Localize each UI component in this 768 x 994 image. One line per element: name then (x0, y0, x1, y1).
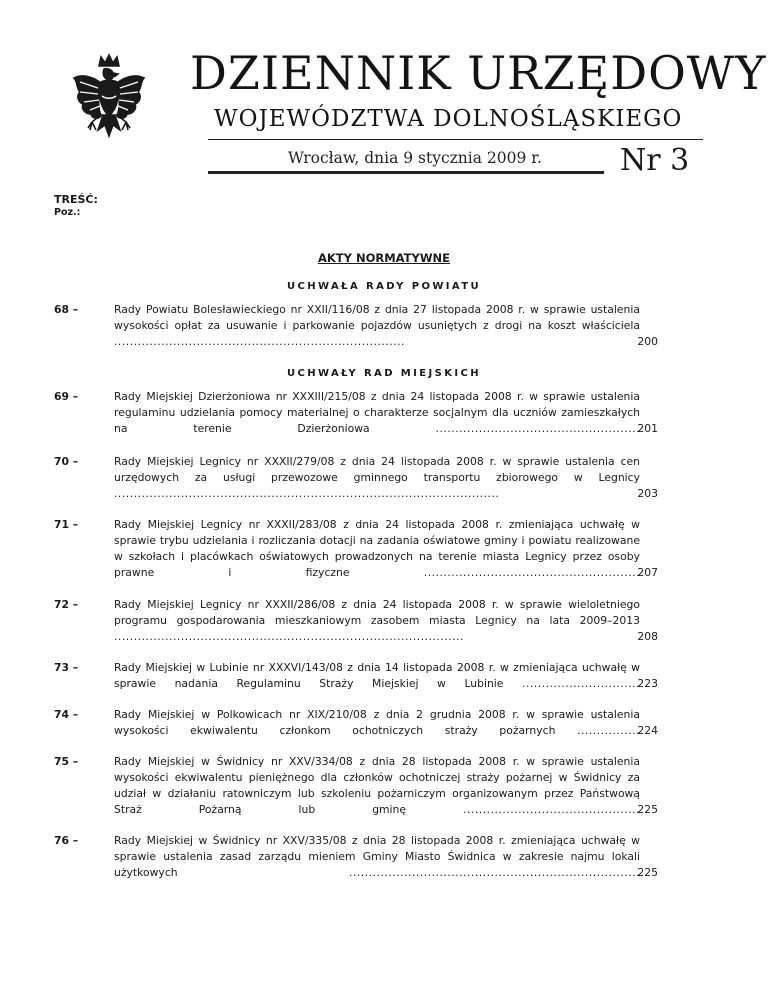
entry-page: 208 (637, 630, 658, 643)
entry-page: 224 (637, 724, 658, 737)
entry-page: 200 (637, 335, 658, 348)
entry-number: 76 – (54, 834, 79, 847)
entry-description: Rady Miejskiej Legnicy nr XXXII/279/08 z dnia 24 listopada 2008 r. w sprawie ustalenia cen urzędowych za usługi przewozowe gminnego transportu zbiorowego w Legnicy (114, 455, 640, 484)
publication-subtitle: WOJEWÓDZTWA DOLNOŚLĄSKIEGO (214, 106, 683, 132)
entry-description: Rady Miejskiej Dzierżoniowa nr XXXIII/215/08 z dnia 24 listopada 2008 r. w sprawie ustalenia regulaminu udzielania pomocy materialnej o charakterze socjalnym dla uczniów zamieszkałych na terenie Dzierżoniowa (114, 390, 640, 435)
entry-number: 72 – (54, 598, 79, 611)
toc-label: TREŚĆ: (54, 193, 98, 206)
entry-text: Rady Miejskiej Dzierżoniowa nr XXXIII/215/08 z dnia 24 listopada 2008 r. w sprawie ustalenia regulaminu udzielania pomocy materialnej o charakterze socjalnym dla uczniów zamieszkałych na terenie Dzierżoniowa .................................................... (114, 390, 640, 435)
entry-description: Rady Miejskiej w Polkowicach nr XIX/210/08 z dnia 2 grudnia 2008 r. w sprawie ustalenia wysokości ekwiwalentu członkom ochotniczych straży pożarnych (114, 708, 640, 737)
section-heading-county: UCHWAŁA RADY POWIATU (286, 281, 481, 292)
entry-text: Rady Miejskiej w Lubinie nr XXXVI/143/08 z dnia 14 listopada 2008 r. w zmieniająca uchwałę w sprawie nadania Regulaminu Straży Miejskiej w Lubinie .............................. (114, 661, 640, 690)
toc-entry[interactable] (54, 517, 658, 581)
entry-page: 225 (637, 866, 658, 879)
entry-page: 207 (637, 566, 658, 579)
entry-description: Rady Miejskiej w Świdnicy nr XXV/334/08 z dnia 28 listopada 2008 r. w sprawie ustalenia wysokości ekwiwalentu pieniężnego dla członków ochotniczej straży pożarnej w Świdnicy za udział w działaniu ratowniczym lub szkoleniu pożarniczym organizowanym przez Państwową Straż Pożarną lub gminę (114, 755, 640, 816)
entry-text: Rady Miejskiej Legnicy nr XXXII/286/08 z dnia 24 listopada 2008 r. w sprawie wieloletniego programu gospodarowania mieszkaniowym zasobem miasta Legnicy na lata 2009–2013 ......................................................................................... (114, 598, 640, 643)
header-rule-top (208, 139, 703, 140)
entry-text: Rady Miejskiej w Świdnicy nr XXV/334/08 z dnia 28 listopada 2008 r. w sprawie ustalenia wysokości ekwiwalentu pieniężnego dla członków ochotniczej straży pożarnej w Świdnicy za udział w działaniu ratowniczym lub szkoleniu pożarniczym organizowanym przez Państwową Straż Pożarną lub gminę ............................................. (114, 755, 640, 816)
entry-page: 203 (637, 487, 658, 500)
entry-number: 70 – (54, 455, 79, 468)
issue-number: Nr 3 (620, 143, 690, 178)
entry-text: Rady Miejskiej Legnicy nr XXXII/279/08 z dnia 24 listopada 2008 r. w sprawie ustalenia cen urzędowych za usługi przewozowe gminnego transportu zbiorowego w Legnicy .................................................................................................. (114, 455, 640, 500)
toc-entry[interactable] (54, 454, 658, 502)
entry-number: 75 – (54, 755, 79, 768)
entry-description: Rady Powiatu Bolesławieckiego nr XXII/116/08 z dnia 27 listopada 2008 r. w sprawie ustalenia wysokości opłat za usuwanie i parkowanie pojazdów usuniętych z drogi na koszt właściciela (114, 303, 640, 332)
entry-description: Rady Miejskiej w Lubinie nr XXXVI/143/08 z dnia 14 listopada 2008 r. w zmieniająca uchwałę w sprawie nadania Regulaminu Straży Miejskiej w Lubinie (114, 661, 640, 690)
entry-text: Rady Miejskiej w Świdnicy nr XXV/335/08 z dnia 28 listopada 2008 r. zmieniająca uchwałę w sprawie ustalenia zasad zarządu mieniem Gminy Miasto Świdnica w zakresie najmu lokali użytkowych .......................................................................... (114, 834, 640, 879)
toc-entry[interactable] (54, 707, 658, 739)
entry-page: 223 (637, 677, 658, 690)
toc-entry[interactable] (54, 754, 658, 818)
section-heading-main-text: AKTY NORMATYWNE (317, 251, 451, 265)
entry-text: Rady Powiatu Bolesławieckiego nr XXII/116/08 z dnia 27 listopada 2008 r. w sprawie ustalenia wysokości opłat za usuwanie i parkowanie pojazdów usuniętych z drogi na koszt właściciela .......................................................................... (114, 303, 640, 348)
entry-description: Rady Miejskiej Legnicy nr XXXII/286/08 z dnia 24 listopada 2008 r. w sprawie wieloletniego programu gospodarowania mieszkaniowym zasobem miasta Legnicy na lata 2009–2013 (114, 598, 640, 627)
toc-entry[interactable] (54, 597, 658, 645)
entry-text: Rady Miejskiej Legnicy nr XXXII/283/08 z dnia 24 listopada 2008 r. zmieniająca uchwałę w sprawie trybu udzielania i rozliczania dotacji na zadania oświatowe gminy i powiatu realizowane w szkołach i placówkach oświatowych prowadzonych na terenie miasta Legnicy przez osoby prawne i fizyczne ....................................................... (114, 518, 640, 579)
position-label: Poz.: (54, 207, 81, 218)
toc-entry[interactable] (54, 302, 658, 350)
entry-page: 201 (637, 422, 658, 435)
entry-number: 74 – (54, 708, 79, 721)
header-rule-bottom (208, 171, 604, 174)
publication-title: DZIENNIK URZĘDOWY (190, 46, 767, 100)
section-heading-city: UCHWAŁY RAD MIEJSKICH (287, 368, 481, 379)
polish-eagle-emblem-icon (68, 52, 150, 148)
entry-number: 68 – (54, 303, 79, 316)
entry-number: 73 – (54, 661, 79, 674)
entry-number: 71 – (54, 518, 79, 531)
issue-dateline: Wrocław, dnia 9 stycznia 2009 r. (288, 149, 542, 167)
entry-description: Rady Miejskiej w Świdnicy nr XXV/335/08 z dnia 28 listopada 2008 r. zmieniająca uchwałę w sprawie ustalenia zasad zarządu mieniem Gminy Miasto Świdnica w zakresie najmu lokali użytkowych (114, 834, 640, 879)
entry-description: Rady Miejskiej Legnicy nr XXXII/283/08 z dnia 24 listopada 2008 r. zmieniająca uchwałę w sprawie trybu udzielania i rozliczania dotacji na zadania oświatowe gminy i powiatu realizowane w szkołach i placówkach oświatowych prowadzonych na terenie miasta Legnicy przez osoby prawne i fizyczne (114, 518, 640, 579)
toc-entry[interactable] (54, 660, 658, 692)
entry-text: Rady Miejskiej w Polkowicach nr XIX/210/08 z dnia 2 grudnia 2008 r. w sprawie ustalenia wysokości ekwiwalentu członkom ochotniczych straży pożarnych ................ (114, 708, 640, 737)
entry-number: 69 – (54, 390, 79, 403)
toc-entry[interactable] (54, 833, 658, 881)
toc-entry[interactable] (54, 389, 658, 437)
entry-page: 225 (637, 803, 658, 816)
section-heading-main (0, 251, 768, 265)
